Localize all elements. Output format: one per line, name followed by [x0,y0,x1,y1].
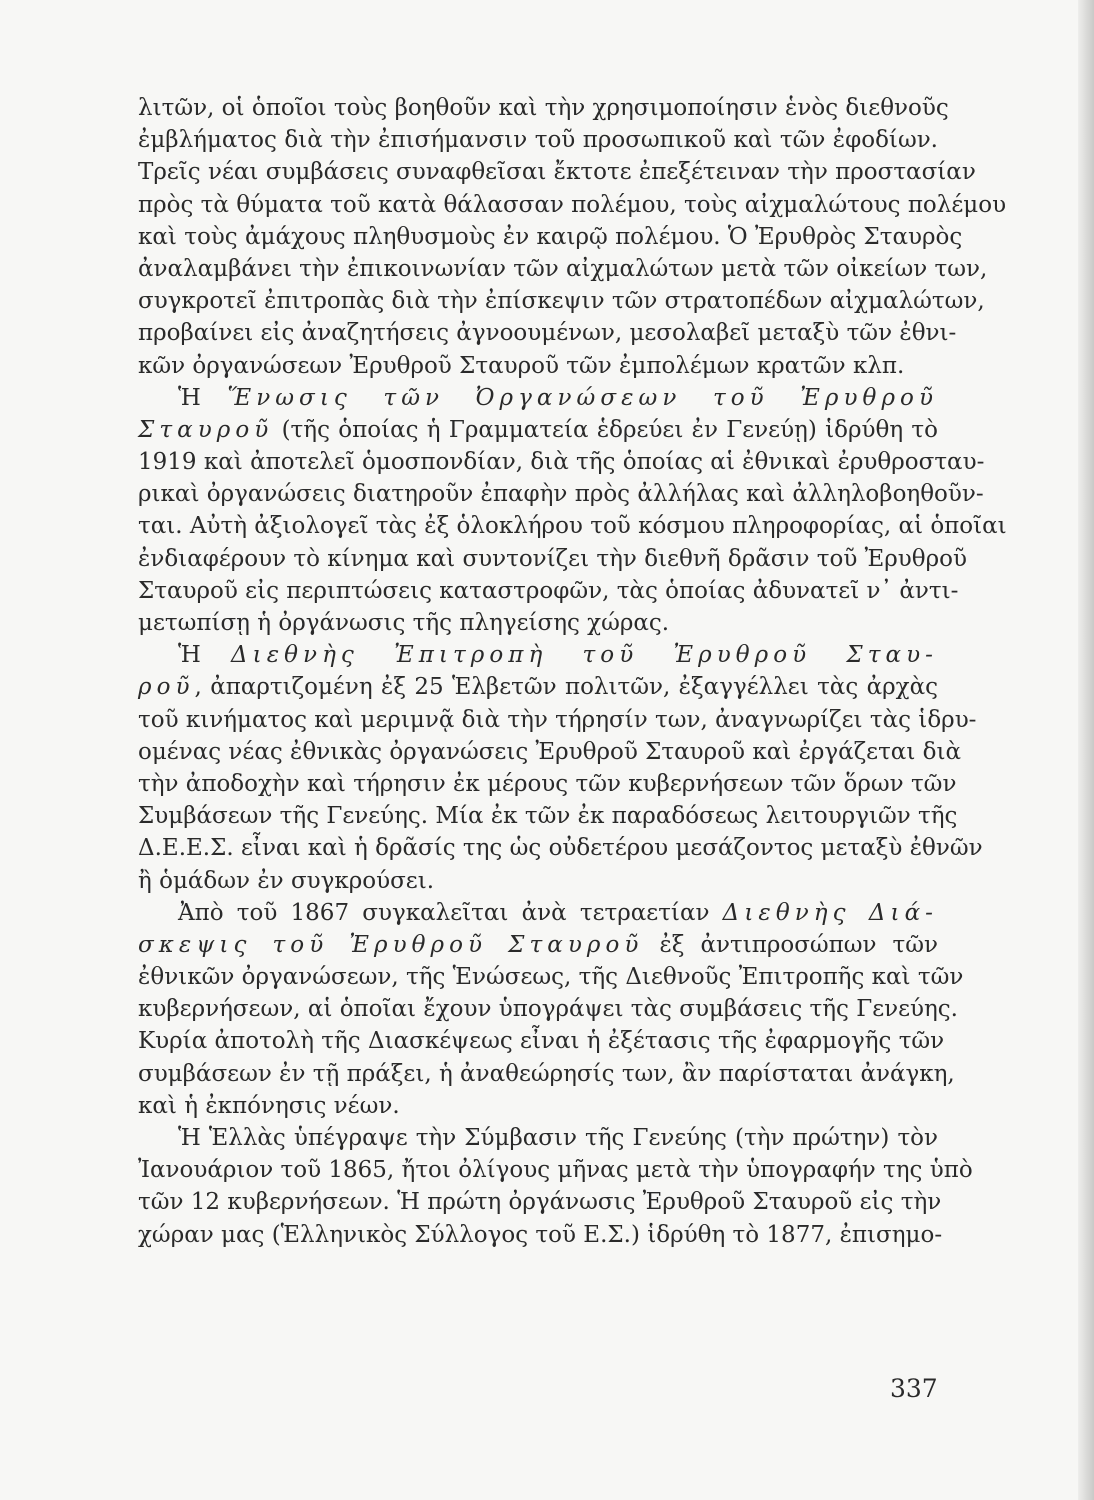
line-segment: καὶ τοὺς ἀμάχους πληθυσμοὺς ἐν καιρῷ πολέμου. Ὁ Ἐρυθρὸς Σταυρὸς [138,223,963,250]
text-line [138,575,959,607]
line-segment: Σταυροῦ εἰς περιπτώσεις καταστροφῶν, τὰς ὁποίας ἀδυνατεῖ ν᾿ ἀντι- [138,577,959,604]
text-line [138,446,985,478]
spaced-emphasis-text: σκεψις τοῦ Ἐρυθροῦ Σταυροῦ [138,931,644,958]
line-segment: κῶν ὀργανώσεων Ἐρυθροῦ Σταυροῦ τῶν ἐμπολέμων κρατῶν κλπ. [138,352,905,379]
spaced-emphasis-text: Διεθνὴς Διά- [722,899,938,926]
text-line [138,1058,955,1090]
text-line [138,317,957,349]
text-line [138,1219,943,1251]
text-line [138,736,962,768]
paragraph [138,639,983,897]
line-segment: ἐμβλήματος διὰ τὴν ἐπισήμανσιν τοῦ προσωπικοῦ καὶ τῶν ἐφοδίων. [138,127,938,154]
line-segment: Δ.Ε.Ε.Σ. εἶναι καὶ ἡ δρᾶσίς της ὡς οὐδετέρου μεσάζοντος μεταξὺ ἐθνῶν [138,835,983,862]
text-line [138,478,984,510]
text-line [138,1025,945,1057]
text-line [138,607,938,639]
text-line [138,124,938,156]
body-text [138,92,1007,1251]
text-line [138,510,1007,542]
text-line [138,671,938,703]
text-line [138,382,938,414]
line-segment: προβαίνει εἰς ἀναζητήσεις ἀγνοουμένων, μεσολαβεῖ μεταξὺ τῶν ἐθνι- [138,320,957,347]
line-segment: ἐνδιαφέρουν τὸ κίνημα καὶ συντονίζει τὴν διεθνῆ δρᾶσιν τοῦ Ἐρυθροῦ [138,545,967,572]
text-line [138,1122,938,1154]
line-segment: ἢ ὁμάδων ἐν συγκρούσει. [138,867,435,894]
text-line [138,221,963,253]
paragraph [138,897,964,1122]
line-segment: Ἰανουάριον τοῦ 1865, ἤτοι ὀλίγους μῆνας μετὰ τὴν ὑπογραφήν της ὑπὸ [138,1157,973,1184]
line-segment: ἀναλαμβάνει τὴν ἐπικοινωνίαν τῶν αἰχμαλώτων μετὰ τῶν οἰκείων των, [138,255,988,282]
paragraph [138,1122,973,1251]
line-segment: πρὸς τὰ θύματα τοῦ κατὰ θάλασσαν πολέμου, τοὺς αἰχμαλώτους πολέμου [138,191,1007,218]
line-segment: χώραν μας (Ἑλληνικὸς Σύλλογος τοῦ Ε.Σ.) ἱδρύθη τὸ 1877, ἐπισημο- [138,1221,943,1248]
line-segment: (τῆς ὁποίας ἡ Γραμματεία ἑδρεύει ἐν Γενεύῃ) ἱδρύθη τὸ [273,416,938,443]
line-segment: Ἡ [178,384,228,411]
line-segment: λιτῶν, οἱ ὁποῖοι τοὺς βοηθοῦν καὶ τὴν χρησιμοποίησιν ἑνὸς διεθνοῦς [138,95,949,121]
line-segment: Τρεῖς νέαι συμβάσεις συναφθεῖσαι ἔκτοτε ἐπεξέτειναν τὴν προστασίαν [138,159,976,186]
spaced-emphasis-text: Σταυροῦ [138,416,274,443]
text-line [138,543,967,575]
line-segment: Ἡ Ἑλλὰς ὑπέγραψε τὴν Σύμβασιν τῆς Γενεύης (τὴν πρώτην) τὸν [178,1125,938,1151]
text-line [138,156,976,188]
text-line [138,1186,942,1218]
text-line [138,639,938,671]
line-segment: ρικαὶ ὀργανώσεις διατηροῦν ἐπαφὴν πρὸς ἀλλήλας καὶ ἀλληλοβοηθοῦν- [138,481,984,508]
text-line [138,253,988,285]
text-line [138,897,938,929]
line-segment: καὶ ἡ ἐκπόνησις νέων. [138,1092,400,1119]
line-segment: συγκροτεῖ ἐπιτροπὰς διὰ τὴν ἐπίσκεψιν τῶν στρατοπέδων αἰχμαλώτων, [138,288,985,315]
line-segment: , ἀπαρτιζομένη ἐξ 25 Ἑλβετῶν πολιτῶν, ἐξαγγέλλει τὰς ἀρχὰς [194,674,938,701]
line-segment: μετωπίσῃ ἡ ὀργάνωσις τῆς πληγείσης χώρας. [138,610,670,636]
text-line [138,800,958,832]
line-segment: συμβάσεων ἐν τῇ πράξει, ἡ ἀναθεώρησίς των, ἂν παρίσταται ἀνάγκη, [138,1060,955,1087]
text-line [138,92,949,124]
spaced-emphasis-text: ροῦ [138,674,195,701]
text-line [138,929,938,961]
spaced-emphasis-text: Διεθνὴς Ἐπιτροπὴ τοῦ Ἐρυθροῦ Σταυ- [230,642,938,669]
line-segment: Συμβάσεων τῆς Γενεύης. Μία ἐκ τῶν ἐκ παραδόσεως λειτουργιῶν τῆς [138,803,958,830]
text-line [138,1090,938,1122]
text-line [138,961,964,993]
text-line [138,285,985,317]
line-segment: Κυρία ἀποτολὴ τῆς Διασκέψεως εἶναι ἡ ἐξέτασις τῆς ἐφαρμογῆς τῶν [138,1028,945,1055]
page-edge-shadow [1078,0,1094,1500]
paragraph [138,382,1007,640]
line-segment: ἐξ ἀντιπροσώπων τῶν [643,931,939,958]
line-segment: ται. Αὐτὴ ἀξιολογεῖ τὰς ἐξ ὁλοκλήρου τοῦ κόσμου πληροφορίας, αἱ ὁποῖαι [138,513,1007,540]
line-segment: τὴν ἀποδοχὴν καὶ τήρησιν ἐκ μέρους τῶν κυβερνήσεων τῶν ὅρων τῶν [138,770,957,797]
text-line [138,1154,973,1186]
text-line [138,350,938,382]
spaced-emphasis-text: Ἕνωσις τῶν Ὀργανώσεων τοῦ Ἐρυθροῦ [227,384,938,411]
paragraph [138,92,1007,382]
text-line [138,704,977,736]
line-segment: 1919 καὶ ἀποτελεῖ ὁμοσπονδίαν, διὰ τῆς ὁποίας αἱ ἐθνικαὶ ἐρυθροσταυ- [138,449,985,476]
line-segment: ἐθνικῶν ὀργανώσεων, τῆς Ἑνώσεως, τῆς Διεθνοῦς Ἐπιτροπῆς καὶ τῶν [138,964,964,991]
line-segment: Ἀπὸ τοῦ 1867 συγκαλεῖται ἀνὰ τετραετίαν [178,899,723,926]
line-segment: κυβερνήσεων, αἱ ὁποῖαι ἔχουν ὑπογράψει τὰς συμβάσεις τῆς Γενεύης. [138,996,958,1023]
line-segment: ομένας νέας ἐθνικὰς ὀργανώσεις Ἐρυθροῦ Σταυροῦ καὶ ἐργάζεται διὰ [138,738,962,765]
text-line [138,189,1007,221]
text-line [138,414,938,446]
line-segment: τοῦ κινήματος καὶ μεριμνᾷ διὰ τὴν τήρησίν των, ἀναγνωρίζει τὰς ἱδρυ- [138,706,977,733]
text-line [138,768,957,800]
line-segment: τῶν 12 κυβερνήσεων. Ἡ πρώτη ὀργάνωσις Ἐρυθροῦ Σταυροῦ εἰς τὴν [138,1189,942,1216]
text-line [138,832,983,864]
line-segment: Ἡ [178,642,231,669]
text-line [138,993,958,1025]
text-line [138,865,938,897]
page-number: 337 [890,1374,938,1403]
